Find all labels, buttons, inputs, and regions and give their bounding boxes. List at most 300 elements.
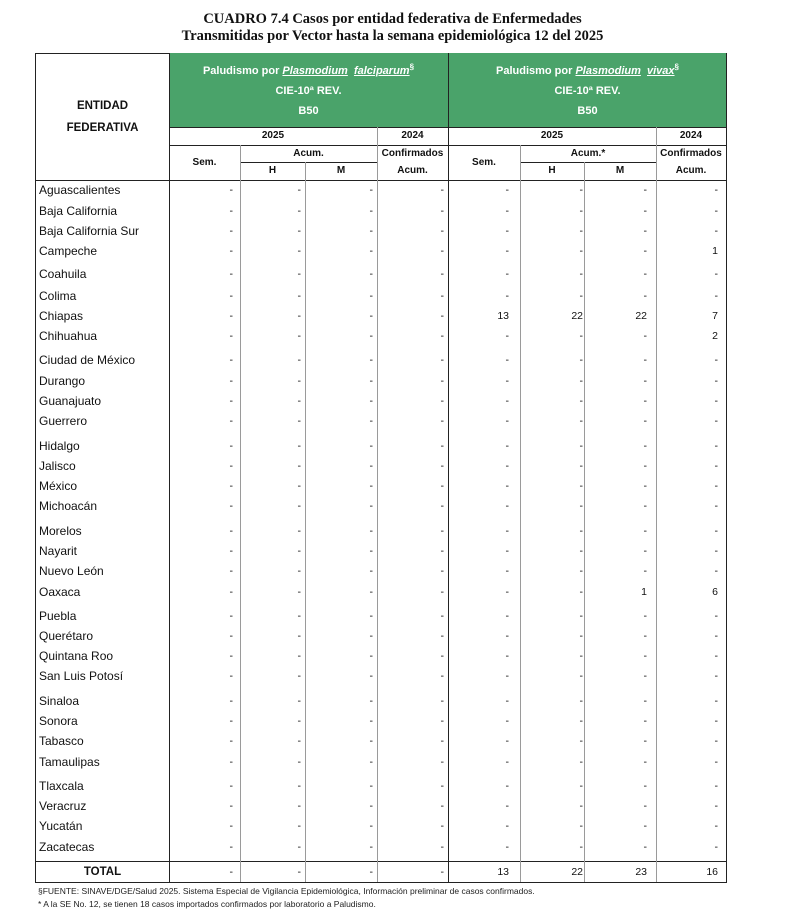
value-cell: - — [229, 670, 233, 682]
value-cell: - — [297, 841, 301, 853]
value-cell: - — [579, 205, 583, 217]
value-cell: - — [369, 630, 373, 642]
table-row — [36, 582, 726, 602]
value-cell: - — [369, 500, 373, 512]
value-cell: - — [369, 395, 373, 407]
value-cell: - — [505, 395, 509, 407]
value-cell: - — [714, 395, 718, 407]
total-cell: 22 — [571, 866, 583, 878]
table-row — [36, 711, 726, 731]
total-cell: 13 — [497, 866, 509, 878]
value-cell: - — [369, 375, 373, 387]
m-header-falciparum: M — [336, 165, 346, 176]
value-cell: - — [714, 800, 718, 812]
vivax-title: Paludismo por Plasmodium vivax§ — [496, 62, 679, 77]
year-2024-falciparum: 2024 — [401, 130, 424, 141]
vivax-code: B50 — [577, 105, 598, 117]
value-cell: - — [369, 268, 373, 280]
value-cell: - — [229, 841, 233, 853]
value-cell: - — [714, 756, 718, 768]
value-cell: - — [579, 354, 583, 366]
table-row — [36, 326, 726, 346]
table-row — [36, 436, 726, 456]
value-cell: - — [297, 245, 301, 257]
confirmados-header-vivax: Confirmados — [660, 148, 722, 159]
table-row — [36, 691, 726, 711]
value-cell: - — [579, 415, 583, 427]
value-cell: - — [229, 735, 233, 747]
value-cell: - — [297, 735, 301, 747]
value-cell: - — [440, 268, 444, 280]
value-cell: - — [714, 480, 718, 492]
value-cell: - — [643, 565, 647, 577]
value-cell: - — [369, 415, 373, 427]
value-cell: - — [369, 525, 373, 537]
value-cell: - — [505, 330, 509, 342]
value-cell: - — [369, 310, 373, 322]
value-cell: - — [714, 225, 718, 237]
value-cell: - — [440, 780, 444, 792]
value-cell: - — [369, 841, 373, 853]
falciparum-header — [169, 53, 448, 127]
table-row — [36, 264, 726, 284]
value-cell: - — [297, 375, 301, 387]
value-cell: - — [643, 695, 647, 707]
value-cell: - — [297, 480, 301, 492]
value-cell: - — [297, 500, 301, 512]
table-row — [36, 816, 726, 836]
value-cell: - — [229, 586, 233, 598]
value-cell: - — [229, 205, 233, 217]
entidad-cell: Oaxaca — [39, 585, 81, 599]
value-cell: - — [579, 630, 583, 642]
value-cell: - — [229, 610, 233, 622]
value-cell: - — [505, 375, 509, 387]
value-cell: - — [643, 820, 647, 832]
value-cell: - — [297, 330, 301, 342]
value-cell: - — [714, 500, 718, 512]
value-cell: - — [440, 500, 444, 512]
confirmados-header-falciparum: Confirmados — [381, 148, 444, 159]
value-cell: - — [369, 650, 373, 662]
value-cell: - — [505, 800, 509, 812]
value-cell: - — [505, 756, 509, 768]
value-cell: - — [643, 800, 647, 812]
value-cell: - — [505, 245, 509, 257]
value-cell: - — [369, 780, 373, 792]
value-cell: - — [229, 500, 233, 512]
value-cell: - — [440, 735, 444, 747]
value-cell: - — [297, 800, 301, 812]
value-cell: - — [297, 565, 301, 577]
value-cell: - — [643, 440, 647, 452]
value-cell: - — [505, 525, 509, 537]
value-cell: - — [505, 586, 509, 598]
table-row — [36, 541, 726, 561]
entidad-cell: Campeche — [39, 244, 98, 258]
value-cell: - — [579, 268, 583, 280]
acum-header-falciparum: Acum. — [293, 148, 324, 159]
value-cell: - — [714, 184, 718, 196]
value-cell: - — [440, 715, 444, 727]
table-row — [36, 286, 726, 306]
value-cell: - — [297, 630, 301, 642]
value-cell: - — [369, 205, 373, 217]
value-cell: - — [505, 460, 509, 472]
value-cell: - — [440, 565, 444, 577]
value-cell: - — [369, 245, 373, 257]
page-title — [0, 11, 785, 45]
value-cell: - — [505, 290, 509, 302]
value-cell: - — [297, 395, 301, 407]
value-cell: - — [505, 480, 509, 492]
entidad-cell: Baja California — [39, 204, 118, 218]
value-cell: - — [229, 354, 233, 366]
entidad-cell: Yucatán — [39, 819, 83, 833]
value-cell: - — [369, 586, 373, 598]
value-cell: - — [643, 670, 647, 682]
table-row — [36, 180, 726, 200]
value-cell: - — [714, 565, 718, 577]
value-cell: - — [643, 735, 647, 747]
value-cell: - — [440, 695, 444, 707]
year-2025-vivax: 2025 — [540, 130, 564, 141]
entidad-cell: Chiapas — [39, 309, 84, 323]
value-cell: - — [505, 565, 509, 577]
table-row — [36, 306, 726, 326]
falciparum-code: B50 — [298, 105, 319, 117]
value-cell: 6 — [712, 586, 718, 598]
value-cell: - — [440, 841, 444, 853]
total-label: TOTAL — [83, 866, 122, 878]
value-cell: - — [505, 670, 509, 682]
value-cell: - — [229, 395, 233, 407]
value-cell: - — [714, 440, 718, 452]
value-cell: - — [505, 184, 509, 196]
value-cell: - — [440, 375, 444, 387]
entidad-cell: Hidalgo — [39, 439, 80, 453]
value-cell: - — [505, 650, 509, 662]
entidad-cell: Quintana Roo — [39, 649, 114, 663]
value-cell: - — [369, 184, 373, 196]
entidad-cell: Jalisco — [39, 459, 76, 473]
value-cell: - — [579, 395, 583, 407]
total-row — [36, 862, 726, 882]
value-cell: - — [369, 460, 373, 472]
value-cell: - — [579, 800, 583, 812]
value-cell: 1 — [641, 586, 647, 598]
value-cell: - — [643, 415, 647, 427]
vivax-cie: CIE-10ª REV. — [554, 85, 621, 97]
value-cell: - — [643, 375, 647, 387]
value-cell: - — [505, 695, 509, 707]
entidad-cell: Colima — [39, 289, 77, 303]
entidad-cell: Ciudad de México — [39, 353, 136, 367]
value-cell: - — [440, 395, 444, 407]
value-cell: - — [297, 650, 301, 662]
title-line-2: Transmitidas por Vector hasta la semana epidemiológica 12 del 2025 — [181, 28, 604, 44]
value-cell: - — [643, 650, 647, 662]
value-cell: - — [440, 205, 444, 217]
value-cell: - — [643, 756, 647, 768]
value-cell: - — [297, 268, 301, 280]
value-cell: - — [579, 650, 583, 662]
value-cell: - — [229, 756, 233, 768]
header-rule — [520, 162, 656, 163]
value-cell: - — [643, 354, 647, 366]
value-cell: 13 — [497, 310, 509, 322]
value-cell: - — [297, 525, 301, 537]
sem-header-vivax: Sem. — [472, 157, 496, 168]
value-cell: - — [505, 610, 509, 622]
value-cell: - — [229, 375, 233, 387]
value-cell: - — [643, 780, 647, 792]
table-row — [36, 201, 726, 221]
value-cell: - — [505, 545, 509, 557]
value-cell: - — [714, 841, 718, 853]
entidad-cell: Michoacán — [39, 499, 98, 513]
acum-prev-header-vivax: Acum. — [675, 165, 707, 176]
table-row — [36, 521, 726, 541]
value-cell: - — [229, 440, 233, 452]
table-row — [36, 731, 726, 751]
value-cell: - — [369, 735, 373, 747]
value-cell: - — [714, 630, 718, 642]
value-cell: - — [579, 330, 583, 342]
value-cell: - — [579, 756, 583, 768]
value-cell: - — [714, 695, 718, 707]
total-cell: - — [229, 866, 233, 878]
h-header-vivax: H — [548, 165, 556, 176]
value-cell: - — [440, 545, 444, 557]
value-cell: - — [579, 586, 583, 598]
value-cell: - — [505, 500, 509, 512]
year-2024-vivax: 2024 — [679, 130, 703, 141]
table-row — [36, 837, 726, 857]
value-cell: - — [297, 205, 301, 217]
value-cell: 22 — [635, 310, 647, 322]
acum-header-vivax: Acum.* — [570, 148, 606, 159]
value-cell: - — [440, 820, 444, 832]
value-cell: - — [714, 268, 718, 280]
value-cell: - — [229, 565, 233, 577]
value-cell: 1 — [712, 245, 718, 257]
value-cell: - — [440, 225, 444, 237]
value-cell: - — [229, 695, 233, 707]
value-cell: - — [643, 500, 647, 512]
value-cell: - — [505, 205, 509, 217]
value-cell: - — [297, 354, 301, 366]
acum-prev-header-falciparum: Acum. — [397, 165, 428, 176]
title-line-1: CUADRO 7.4 Casos por entidad federativa de Enfermedades — [203, 11, 582, 27]
value-cell: - — [440, 586, 444, 598]
value-cell: - — [440, 290, 444, 302]
value-cell: - — [229, 650, 233, 662]
value-cell: - — [440, 650, 444, 662]
value-cell: - — [229, 415, 233, 427]
value-cell: - — [440, 756, 444, 768]
entidad-cell: Sinaloa — [39, 694, 80, 708]
value-cell: - — [643, 225, 647, 237]
entidad-cell: Veracruz — [39, 799, 87, 813]
value-cell: - — [714, 290, 718, 302]
value-cell: - — [229, 268, 233, 280]
value-cell: - — [579, 225, 583, 237]
value-cell: - — [440, 440, 444, 452]
total-cell: 23 — [635, 866, 647, 878]
value-cell: - — [579, 695, 583, 707]
value-cell: - — [229, 630, 233, 642]
entidad-header: ENTIDAD FEDERATIVA — [66, 100, 139, 134]
value-cell: - — [643, 245, 647, 257]
value-cell: - — [297, 440, 301, 452]
value-cell: - — [643, 610, 647, 622]
value-cell: - — [297, 670, 301, 682]
value-cell: - — [440, 460, 444, 472]
header-rule — [240, 162, 377, 163]
entidad-cell: Tlaxcala — [39, 779, 84, 793]
value-cell: - — [714, 415, 718, 427]
value-cell: - — [297, 310, 301, 322]
value-cell: - — [714, 460, 718, 472]
entidad-cell: Puebla — [39, 609, 77, 623]
value-cell: - — [440, 630, 444, 642]
entidad-cell: Baja California Sur — [39, 224, 140, 238]
value-cell: - — [369, 695, 373, 707]
table-row — [36, 391, 726, 411]
entidad-cell: Morelos — [39, 524, 82, 538]
value-cell: - — [297, 545, 301, 557]
table-row — [36, 371, 726, 391]
value-cell: - — [643, 330, 647, 342]
value-cell: - — [505, 354, 509, 366]
value-cell: - — [229, 780, 233, 792]
table-row — [36, 666, 726, 686]
value-cell: - — [297, 415, 301, 427]
value-cell: - — [369, 290, 373, 302]
value-cell: - — [229, 290, 233, 302]
value-cell: - — [505, 820, 509, 832]
value-cell: 2 — [712, 330, 718, 342]
table-row — [36, 606, 726, 626]
value-cell: - — [229, 184, 233, 196]
value-cell: - — [297, 460, 301, 472]
table-row — [36, 221, 726, 241]
value-cell: - — [369, 715, 373, 727]
value-cell: - — [714, 375, 718, 387]
value-cell: - — [643, 460, 647, 472]
value-cell: - — [579, 500, 583, 512]
table-row — [36, 752, 726, 772]
value-cell: - — [229, 820, 233, 832]
value-cell: - — [229, 715, 233, 727]
value-cell: - — [714, 715, 718, 727]
entidad-cell: Guanajuato — [39, 394, 102, 408]
table-row — [36, 776, 726, 796]
value-cell: - — [229, 545, 233, 557]
value-cell: - — [579, 184, 583, 196]
value-cell: - — [297, 695, 301, 707]
value-cell: - — [229, 800, 233, 812]
footnote-source: §FUENTE: SINAVE/DGE/Salud 2025. Sistema Especial de Vigilancia Epidemiológica, Información preliminar de casos confirmados. — [38, 886, 535, 896]
value-cell: 22 — [571, 310, 583, 322]
value-cell: - — [297, 586, 301, 598]
entidad-cell: Querétaro — [39, 629, 94, 643]
value-cell: - — [714, 670, 718, 682]
value-cell: - — [643, 525, 647, 537]
value-cell: - — [440, 184, 444, 196]
value-cell: - — [579, 610, 583, 622]
value-cell: - — [579, 375, 583, 387]
value-cell: - — [579, 715, 583, 727]
entidad-cell: Nayarit — [39, 544, 78, 558]
value-cell: - — [440, 354, 444, 366]
vivax-header — [449, 53, 726, 127]
value-cell: - — [643, 205, 647, 217]
entidad-cell: Zacatecas — [39, 840, 95, 854]
falciparum-title: Paludismo por Plasmodium falciparum§ — [202, 62, 415, 77]
value-cell: - — [229, 330, 233, 342]
footnote-note: * A la SE No. 12, se tienen 18 casos importados confirmados por laboratorio a Paludismo. — [38, 899, 376, 909]
value-cell: - — [369, 820, 373, 832]
value-cell: - — [229, 525, 233, 537]
total-cell: 16 — [706, 866, 718, 878]
value-cell: - — [643, 184, 647, 196]
value-cell: - — [297, 184, 301, 196]
value-cell: - — [297, 225, 301, 237]
value-cell: - — [440, 245, 444, 257]
value-cell: - — [297, 610, 301, 622]
entidad-cell: Sonora — [39, 714, 78, 728]
value-cell: - — [579, 735, 583, 747]
value-cell: - — [643, 480, 647, 492]
entidad-cell: Nuevo León — [39, 564, 104, 578]
value-cell: - — [714, 525, 718, 537]
entidad-cell: Coahuila — [39, 267, 87, 281]
value-cell: - — [369, 545, 373, 557]
entidad-cell: Tamaulipas — [39, 755, 100, 769]
table-row — [36, 796, 726, 816]
value-cell: - — [229, 245, 233, 257]
value-cell: - — [440, 800, 444, 812]
table-row — [36, 496, 726, 516]
table-row — [36, 561, 726, 581]
h-header-falciparum: H — [268, 165, 277, 176]
value-cell: - — [505, 735, 509, 747]
table-row — [36, 411, 726, 431]
value-cell: - — [440, 330, 444, 342]
value-cell: - — [369, 800, 373, 812]
value-cell: - — [229, 460, 233, 472]
value-cell: - — [369, 330, 373, 342]
entidad-cell: Aguascalientes — [39, 183, 121, 197]
entidad-cell: México — [39, 479, 78, 493]
table-row — [36, 626, 726, 646]
value-cell: - — [643, 715, 647, 727]
value-cell: - — [643, 268, 647, 280]
value-cell: - — [440, 525, 444, 537]
value-cell: 7 — [712, 310, 718, 322]
value-cell: - — [714, 205, 718, 217]
value-cell: - — [505, 630, 509, 642]
total-cell: - — [440, 866, 444, 878]
value-cell: - — [505, 225, 509, 237]
value-cell: - — [369, 756, 373, 768]
value-cell: - — [579, 525, 583, 537]
value-cell: - — [297, 756, 301, 768]
value-cell: - — [440, 480, 444, 492]
year-2025-falciparum: 2025 — [261, 130, 285, 141]
